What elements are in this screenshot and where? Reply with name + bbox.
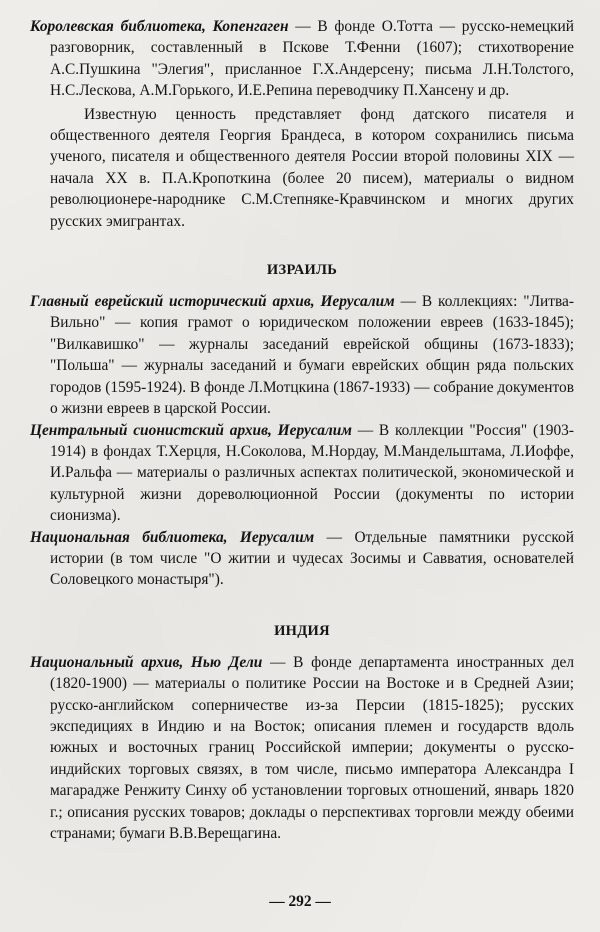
page-number: — 292 — bbox=[269, 893, 331, 910]
entry-central-jewish-archive bbox=[30, 291, 574, 419]
section-heading-israel: ИЗРАИЛЬ bbox=[266, 262, 338, 279]
entry-text: — В коллекции "Россия" (1903-1914) в фондах Т.Херцля, Н.Соколова, М.Нордау, М.Мандельштама, Л.Иоффе, И.Ральфа — материалы о различных аспектах политической, экономической и культурной жизни дореволюционной России (документы по истории сионизма). bbox=[50, 421, 574, 525]
entry-text: — Отдельные памятники русской истории (в том числе "О житии и чудесах Зосимы и Савватия, основателей Соловецкого монастыря"). bbox=[50, 528, 574, 589]
entry-national-library-jerusalem bbox=[30, 527, 574, 591]
entry-central-zionist-archive bbox=[30, 420, 574, 527]
entry-text: — В фонде О.Тотта — русско-немецкий разговорник, составленный в Пскове Т.Фенни (1607); стихотворение А.С.Пушкина "Элегия", присланное Г.Х.Андерсену; письма Л.Н.Толстого, Н.С.Лескова, А.М.Горького, И.Е.Репина переводчику П.Хансену и др. bbox=[50, 18, 574, 100]
entry-national-archive-new-delhi bbox=[30, 652, 574, 845]
paragraph-brandes-fund: Известную ценность представляет фонд датского писателя и общественного деятеля Георгия Брандеса, в котором сохранились письма ученого, писателя и общественного деятеля России второй половины XIX — начала XX в. П.А.Кропоткина (более 20 писем), материалы о видном революционере-народнике С.М.Степняке-Кравчинском и многих других русских эмигрантах. bbox=[50, 105, 574, 230]
section-heading-india: ИНДИЯ bbox=[274, 622, 330, 639]
entry-heading: Центральный сионистский архив, Иерусалим bbox=[30, 421, 352, 439]
entry-text: — В фонде департамента иностранных дел (1820-1900) — материалы о политике России на Востоке и в Средней Азии; русско-английском соперничестве из-за Персии (1815-1825); русских экспедициях в Индию и на Восток; описания племен и государств вдоль южных и восточных границ Российской империи; документы о русско-индийских торговых связях, в том числе, письмо императора Александра I магараджe Ренжиту Синху об установлении торговых отношений, январь 1820 г.; описания русских товаров; доклады о перспективах торговли между обеими странами; бумаги В.В.Верещагина. bbox=[50, 653, 575, 842]
entry-royal-library-copenhagen bbox=[30, 16, 574, 102]
entry-heading: Главный еврейский исторический архив, Иерусалим bbox=[30, 293, 395, 311]
entry-heading: Национальная библиотека, Иерусалим bbox=[30, 528, 315, 546]
entry-text: — В коллекциях: "Литва-Вильно" — копия грамот о юридическом положении евреев (1633-1845); "Вилкавишко" — журналы заседаний еврейской общины (1673-1833); "Польша" — журналы заседаний и бумаги еврейских общин ряда польских городов (1595-1924). В фонде Л.Мотцкина (1867-1933) — собрание документов о жизни евреев в царской России. bbox=[50, 293, 574, 418]
entry-heading: Королевская библиотека, Копенгаген bbox=[30, 18, 289, 35]
entry-heading: Национальный архив, Нью Дели bbox=[30, 653, 263, 671]
